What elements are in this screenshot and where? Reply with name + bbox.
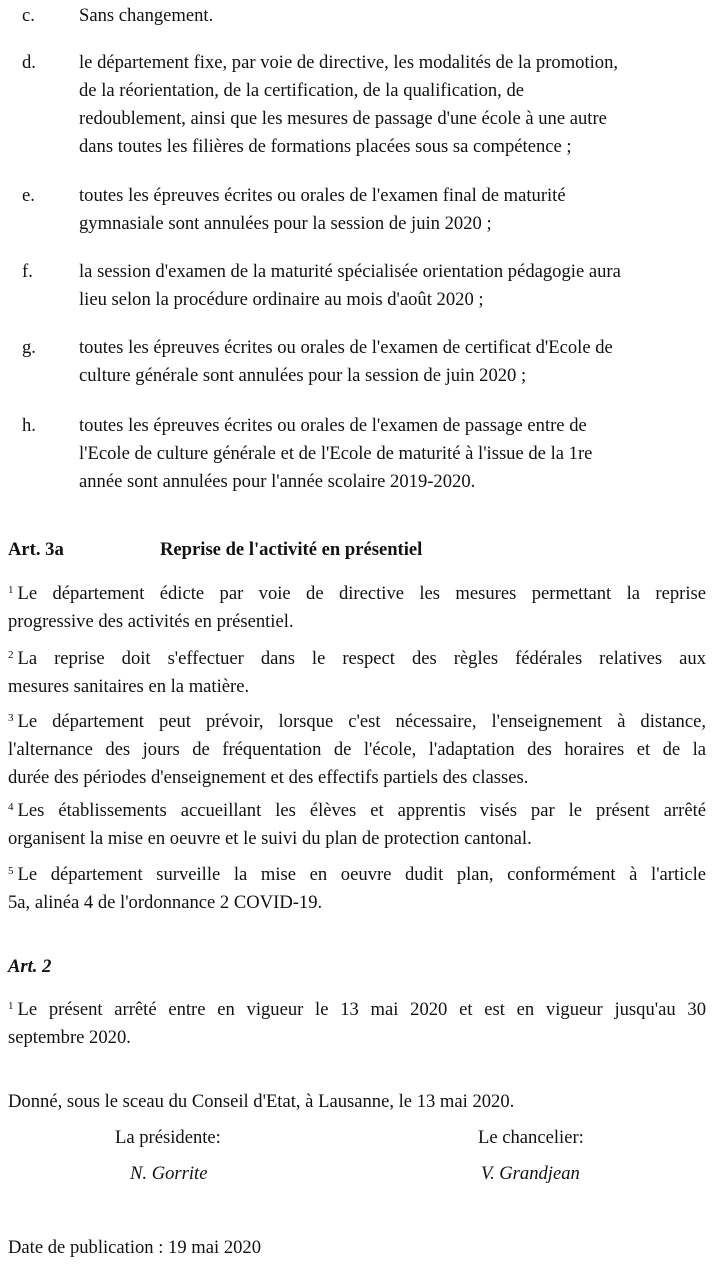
article-2-paragraph: $^1$ Le présent arrêté entre en vigueur le 13 mai 2020 et est en vigueur jusqu'au 30 septembre 2020. [8,999,706,1048]
article-title: Reprise de l'activité en présentiel [160,539,423,560]
paragraph-4: $^4$ Les établissements accueillant les élèves et apprentis visés par le présent arrêté organisent la mise en oeuvre et le suivi du plan de protection cantonal. [8,800,706,849]
paragraph-number: 2 [8,649,14,661]
paragraph-number: 4 [8,801,14,813]
closing-statement: Donné, sous le sceau du Conseil d'Etat, à Lausanne, le 13 mai 2020. [8,1091,515,1112]
right-signatory-name: V. Grandjean [481,1163,580,1184]
article-number: Art. 3a [8,539,64,560]
list-text: Sans changement. [79,5,214,26]
article-2-heading: Art. 2 [8,956,52,977]
left-signatory-name: N. Gorrite [130,1163,208,1184]
list-text: toutes les épreuves écrites ou orales de l'examen de passage entre de l'Ecole de culture générale et de l'Ecole de maturité à l'issue de la 1re année sont annulées pour l'année scolaire 2019-2020. [79,415,593,492]
paragraph-number: 5 [8,865,14,877]
list-letter: e. [22,185,35,206]
left-signatory-role: La présidente: [115,1127,221,1148]
paragraph-number: 1 [8,584,14,596]
list-letter: h. [22,415,36,436]
paragraph-3: $^3$ Le département peut prévoir, lorsque c'est nécessaire, l'enseignement à distance, l'alternance des jours de fréquentation de l'école, l'adaptation des horaires et de la durée des périodes d'enseignement et des effectifs partiels des classes. [8,711,706,788]
list-text: la session d'examen de la maturité spécialisée orientation pédagogie aura lieu selon la procédure ordinaire au mois d'août 2020 ; [79,261,621,310]
list-letter: c. [22,5,35,26]
paragraph-1: $^1$ Le département édicte par voie de directive les mesures permettant la reprise progressive des activités en présentiel. [8,583,706,632]
paragraph-2: $^2$ La reprise doit s'effectuer dans le respect des règles fédérales relatives aux mesures sanitaires en la matière. [8,648,706,697]
list-text: toutes les épreuves écrites ou orales de l'examen de certificat d'Ecole de culture générale sont annulées pour la session de juin 2020 ; [79,337,613,386]
list-letter: g. [22,337,36,358]
right-signatory-role: Le chancelier: [478,1127,584,1148]
list-letter: f. [22,261,33,282]
paragraph-number: 1 [8,1000,14,1012]
list-letter: d. [22,52,36,73]
paragraph-number: 3 [8,712,14,724]
list-text: le département fixe, par voie de directive, les modalités de la promotion, de la réorientation, de la certification, de la qualification, de redoublement, ainsi que les mesures de passage d'une école à une autre dans toutes les filières de formations placées sous sa compétence ; [79,52,619,157]
list-text: toutes les épreuves écrites ou orales de l'examen final de maturité gymnasiale sont annulées pour la session de juin 2020 ; [79,185,566,234]
publication-date: Date de publication : 19 mai 2020 [8,1237,262,1258]
paragraph-5: $^5$ Le département surveille la mise en oeuvre dudit plan, conformément à l'article 5a, alinéa 4 de l'ordonnance 2 COVID-19. [8,864,706,913]
